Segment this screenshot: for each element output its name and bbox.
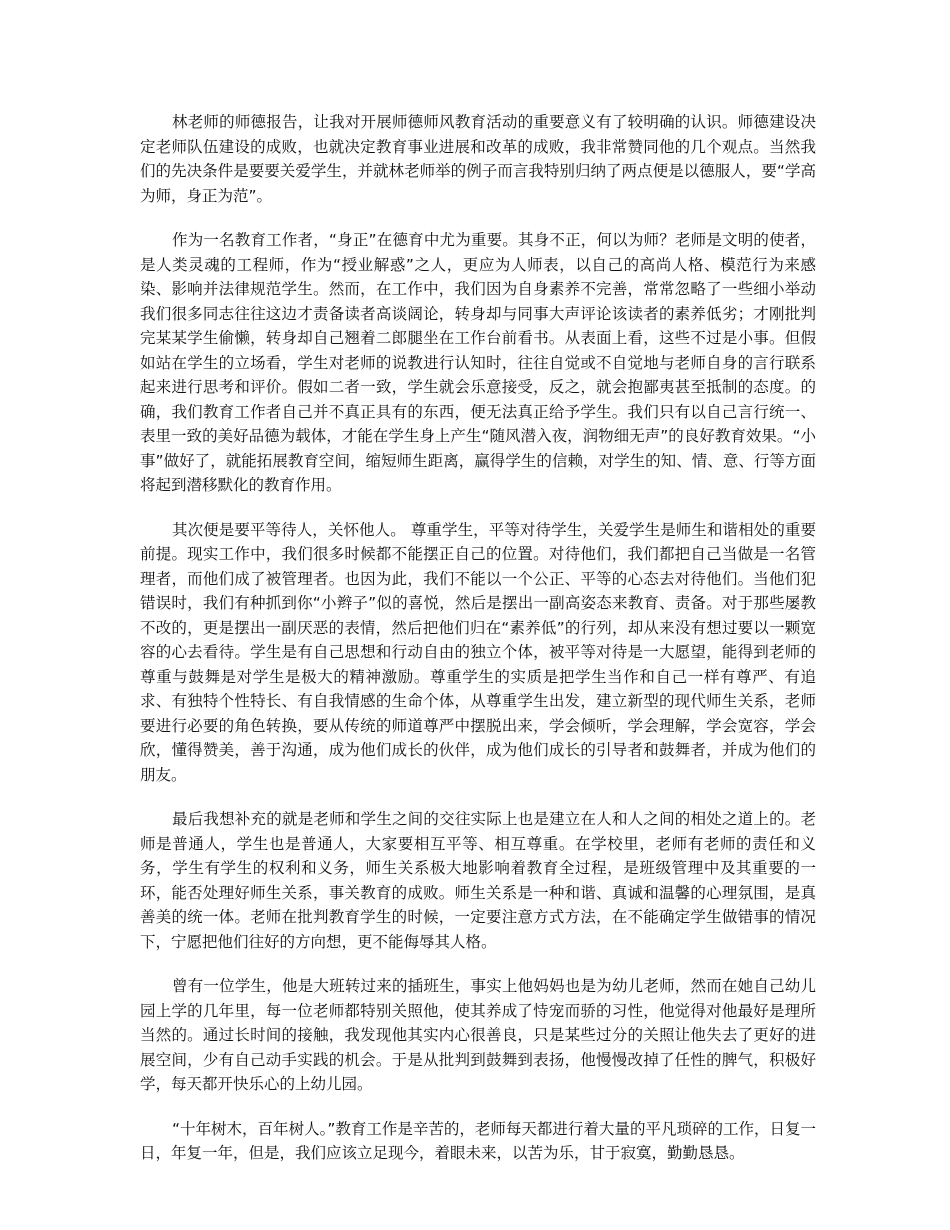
paragraph-6: “十年树木，百年树人。”教育工作是辛苦的，老师每天都进行着大量的平凡琐碎的工作，日复一日，年复一年，但是，我们应该立足现今，着眼未来，以苦为乐，甘于寂寞，勤勤恳恳。 <box>140 1119 816 1162</box>
paragraph-3: 其次便是要平等待人，关怀他人。 尊重学生，平等对待学生，关爱学生是师生和谐相处的重要前提。现实工作中，我们很多时候都不能摆正自己的位置。对待他们，我们都把自己当做是一名管理者，而他们成了被管理者。也因为此，我们不能以一个公正、平等的心态去对待他们。当他们犯错误时，我们有种抓到你“小辫子”似的喜悦，然后是摆出一副高姿态来教育、责备。对于那些屡教不改的，更是摆出一副厌恶的表情，然后把他们归在“素养低”的行列，却从来没有想过要以一颗宽容的心去看待。学生是有自己思想和行动自由的独立个体，被平等对待是一大愿望，能得到老师的尊重与鼓舞是对学生是极大的精神激励。尊重学生的实质是把学生当作和自己一样有尊严、有追求、有独特个性特长、有自我情感的生命个体，从尊重学生出发，建立新型的现代师生关系，老师要进行必要的角色转换，要从传统的师道尊严中摆脱出来，学会倾听，学会理解，学会宽容，学会欣，懂得赞美，善于沟通，成为他们成长的伙伴，成为他们成长的引导者和鼓舞者，并成为他们的朋友。 <box>140 520 816 784</box>
paragraph-2: 作为一名教育工作者，“身正”在德育中尤为重要。其身不正，何以为师？老师是文明的使者，是人类灵魂的工程师，作为“授业解惑”之人，更应为人师表，以自己的高尚人格、模范行为来感染、影响并法律规范学生。然而，在工作中，我们因为自身素养不完善，常常忽略了一些细小举动我们很多同志往往这边才责备读者高谈阔论，转身却与同事大声评论该读者的素养低劣；才刚批判完某某学生偷懒，转身却自己翘着二郎腿坐在工作台前看书。从表面上看，这些不过是小事。但假如站在学生的立场看，学生对老师的说教进行认知时，往往自觉或不自觉地与老师自身的言行联系起来进行思考和评价。假如二者一致，学生就会乐意接受，反之，就会抱鄙夷甚至抵制的态度。的确，我们教育工作者自己并不真正具有的东西，便无法真正给予学生。我们只有以自己言行统一、表里一致的美好品德为载体，才能在学生身上产生“随风潜入夜，润物细无声”的良好教育效果。“小事”做好了，就能拓展教育空间，缩短师生距离，赢得学生的信赖，对学生的知、情、意、行等方面将起到潜移默化的教育作用。 <box>140 231 816 494</box>
paragraph-1: 林老师的师德报告，让我对开展师德师风教育活动的重要意义有了较明确的认识。师德建设决定老师队伍建设的成败，也就决定教育事业进展和改革的成败，我非常赞同他的几个观点。当然我们的先决条件是要要关爱学生，并就林老师举的例子而言我特别归纳了两点便是以德服人，要“学高为师，身正为范”。 <box>140 113 816 205</box>
paragraph-4: 最后我想补充的就是老师和学生之间的交往实际上也是建立在人和人之间的相处之道上的。老师是普通人，学生也是普通人，大家要相互平等、相互尊重。在学校里，老师有老师的责任和义务，学生有学生的权利和义务，师生关系极大地影响着教育全过程，是班级管理中及其重要的一环，能否处理好师生关系，事关教育的成败。师生关系是一种和谐、真诚和温馨的心理氛围，是真善美的统一体。老师在批判教育学生的时候，一定要注意方式方法，在不能确定学生做错事的情况下，宁愿把他们往好的方向想，更不能侮辱其人格。 <box>140 810 816 951</box>
document-body <box>140 110 816 1166</box>
paragraph-5: 曾有一位学生，他是大班转过来的插班生，事实上他妈妈也是为幼儿老师，然而在她自己幼儿园上学的几年里，每一位老师都特别关照他，使其养成了恃宠而骄的习性，他觉得对他最好是理所当然的。通过长时间的接触，我发现他其实内心很善良，只是某些过分的关照让他失去了更好的进展空间，少有自己动手实践的机会。于是从批判到鼓舞到表扬，他慢慢改掉了任性的脾气，积极好学，每天都开快乐心的上幼儿园。 <box>140 977 816 1093</box>
